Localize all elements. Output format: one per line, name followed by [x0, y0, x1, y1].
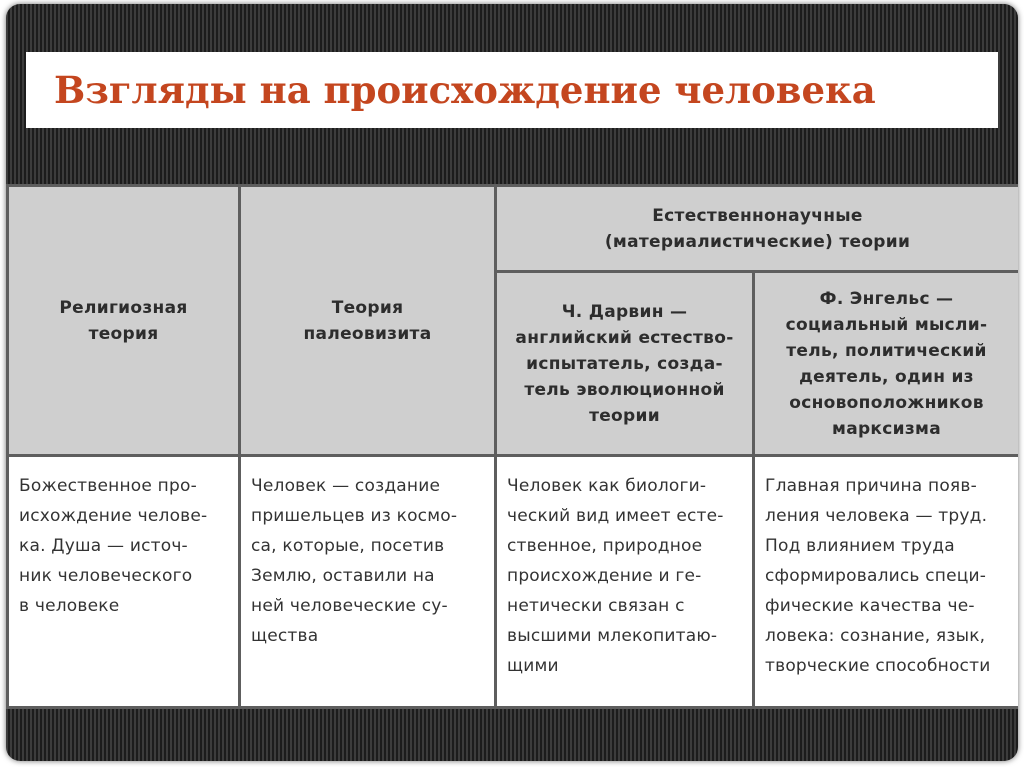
header-paleovisit-theory: Теория палеовизита — [240, 186, 496, 456]
cell-religious-theory: Божественное про- исхождение челове- ка. Душа — источ- ник человеческого в человеке — [8, 456, 240, 708]
header-engels: Ф. Энгельс — социальный мысли- тель, политический деятель, один из основоположников марксизма — [754, 272, 1019, 456]
cell-paleovisit-theory: Человек — создание пришельцев из космо- са, которые, посетив Землю, оставили на ней человеческие су- щества — [240, 456, 496, 708]
slide — [6, 4, 1018, 761]
header-religious-theory: Религиозная теория — [8, 186, 240, 456]
header-darwin: Ч. Дарвин — английский естество- испытатель, созда- тель эволюционной теории — [496, 272, 754, 456]
slide-title: Взгляды на происхождение человека — [54, 68, 876, 112]
cell-engels: Главная причина появ- ления человека — труд. Под влиянием труда сформировались специ- фические качества че- ловека: сознание, язык, творческие способности — [754, 456, 1019, 708]
header-natural-science-group: Естественнонаучные (материалистические) теории — [496, 186, 1019, 272]
theories-table — [6, 184, 1018, 709]
title-box — [26, 52, 998, 128]
cell-darwin: Человек как биологи- ческий вид имеет есте- ственное, природное происхождение и ге- нетически связан с высшими млекопитаю- щими — [496, 456, 754, 708]
theories-table-wrap — [6, 184, 1018, 706]
